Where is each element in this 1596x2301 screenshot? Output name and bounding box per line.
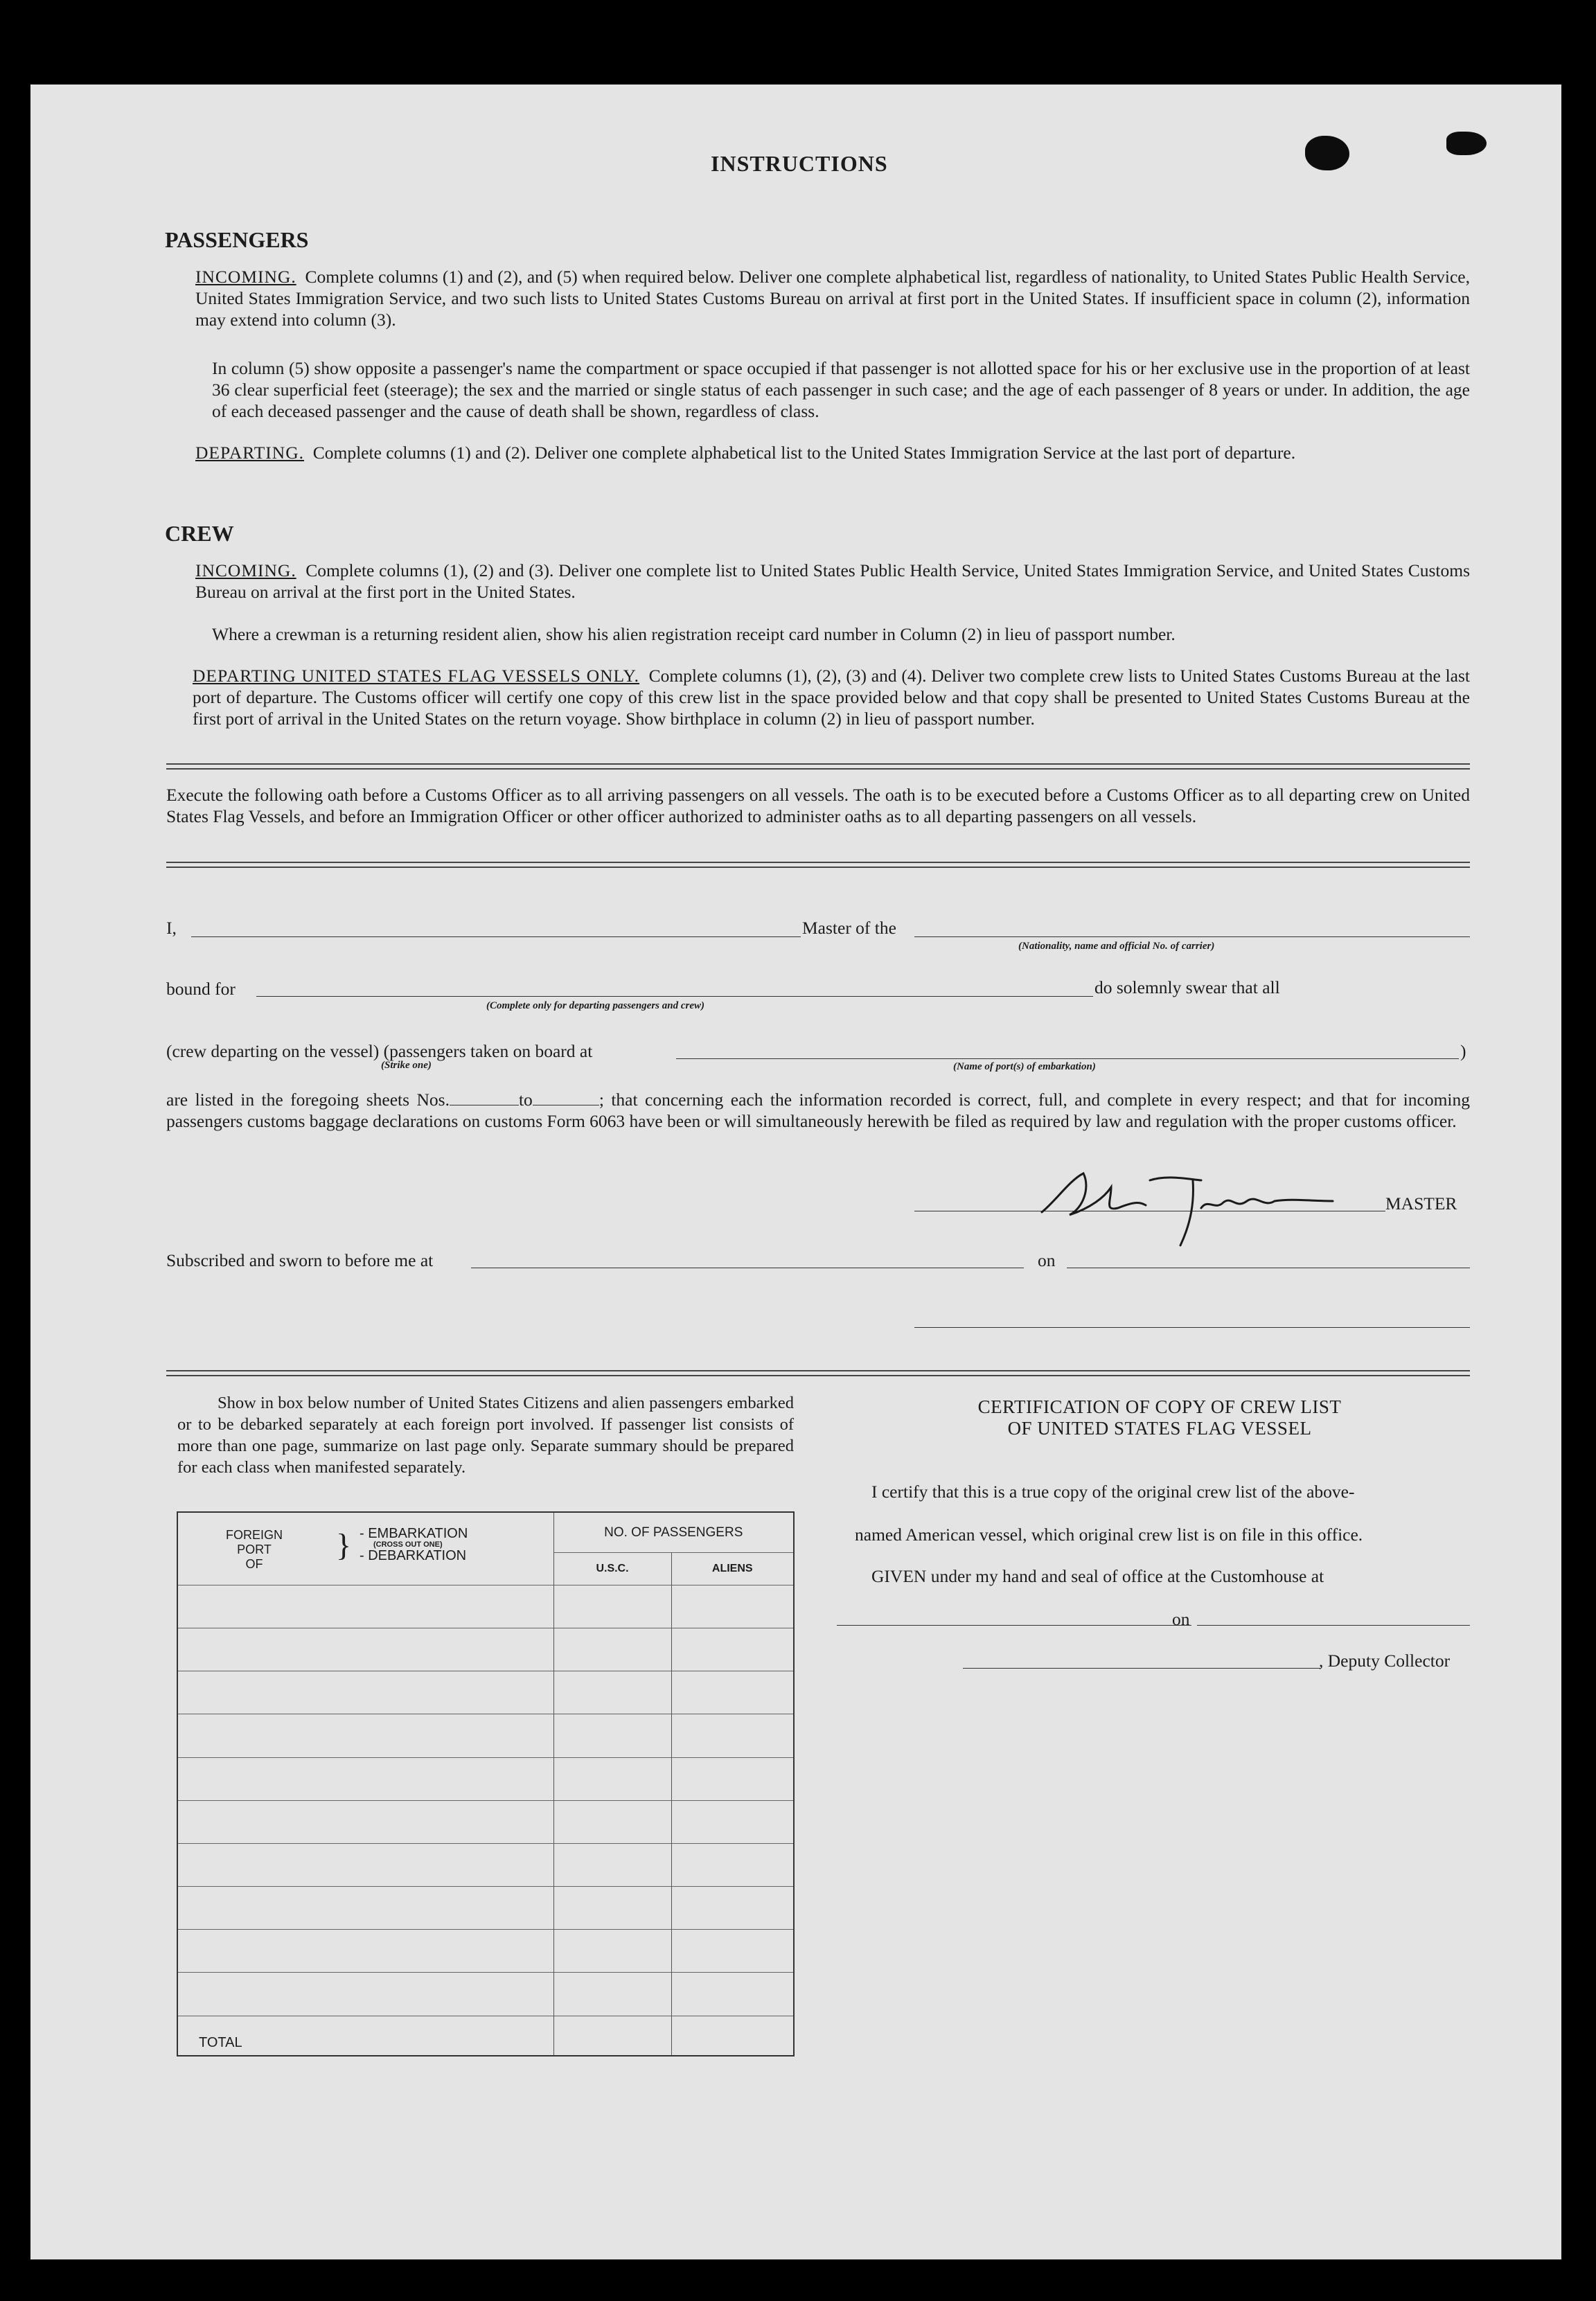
oath-bound-for: bound for — [166, 979, 236, 999]
deputy-collector-signature-field[interactable] — [963, 1668, 1320, 1669]
oath-listed-1: are listed in the foregoing sheets Nos. — [166, 1090, 450, 1110]
table-row — [177, 1585, 794, 1628]
embark-debark-label — [360, 1527, 468, 1563]
bound-caption: (Complete only for departing passengers and crew) — [486, 1000, 704, 1011]
certification-on: on — [1172, 1609, 1190, 1629]
oath-instruction: Execute the following oath before a Customs Officer as to all arriving passengers on all vessels. The oath is to be executed before a Customs Officer as to all departing crew on United States Flag Vessels, and before an Immigration Officer or other officer authorized to administer oaths as to all departing passengers on all vessels. — [166, 785, 1470, 826]
master-name-field[interactable] — [191, 936, 801, 937]
certification-title-1: CERTIFICATION OF COPY OF CREW LIST — [977, 1396, 1342, 1417]
sheet-to-field[interactable] — [533, 1091, 599, 1105]
master-signature — [1028, 1160, 1388, 1250]
table-row — [177, 1757, 794, 1800]
oath-subscribed: Subscribed and sworn to before me at — [166, 1250, 434, 1270]
certification-title — [848, 1396, 1471, 1439]
aliens-cell[interactable] — [671, 1930, 794, 1973]
table-total-row — [177, 2016, 794, 2056]
embarkation-label: - EMBARKATION — [360, 1526, 468, 1541]
passengers-heading: PASSENGERS — [165, 227, 309, 252]
usc-cell[interactable] — [553, 1585, 671, 1628]
aliens-cell[interactable] — [671, 1628, 794, 1671]
aliens-cell[interactable] — [671, 1973, 794, 2016]
certification-title-2: OF UNITED STATES FLAG VESSEL — [1007, 1418, 1312, 1439]
aliens-cell[interactable] — [671, 1585, 794, 1628]
oath-listed — [166, 1089, 1470, 1132]
usc-cell[interactable] — [553, 1843, 671, 1886]
passengers-departing-label: DEPARTING. — [195, 443, 304, 463]
usc-cell[interactable] — [553, 1714, 671, 1757]
foreign-label: FOREIGN — [225, 1528, 283, 1542]
passengers-incoming-text: Complete columns (1) and (2), and (5) when required below. Deliver one complete alphabetical list, regardless of nationality, to United States Public Health Service, United States Immigration Service, and two such lists to United States Customs Bureau on arrival at first port in the United States. If insufficient space in column (2), information may extend into column (3). — [195, 267, 1471, 330]
divider-double-1 — [166, 763, 1470, 770]
ink-blot-right — [1446, 132, 1487, 155]
oath-swear: do solemnly swear that all — [1094, 977, 1280, 997]
table-row — [177, 1628, 794, 1671]
port-cell[interactable] — [177, 1887, 553, 1930]
usc-cell[interactable] — [553, 1628, 671, 1671]
crew-incoming-label: INCOMING. — [195, 560, 296, 580]
certification-text-3: GIVEN under my hand and seal of office at the Customhouse at — [871, 1566, 1324, 1586]
aliens-cell[interactable] — [671, 1800, 794, 1843]
oath-close-paren: ) — [1460, 1041, 1466, 1061]
customhouse-field[interactable] — [837, 1625, 1191, 1626]
debarkation-label: - DEBARKATION — [360, 1548, 467, 1563]
port-cell[interactable] — [177, 1930, 553, 1973]
form-page — [30, 85, 1561, 2259]
divider-double-2 — [166, 862, 1470, 868]
port-cell[interactable] — [177, 1714, 553, 1757]
of-label: OF — [245, 1557, 263, 1571]
ink-blot-left — [1305, 136, 1349, 170]
table-header-row — [177, 1512, 794, 1553]
passengers-incoming — [195, 266, 1470, 330]
aliens-header: ALIENS — [671, 1553, 794, 1585]
passengers-incoming-label: INCOMING. — [195, 267, 296, 287]
certification-date-field[interactable] — [1197, 1625, 1470, 1626]
embarkation-ports-field[interactable] — [676, 1058, 1459, 1059]
port-cell[interactable] — [177, 1628, 553, 1671]
carrier-field[interactable] — [914, 936, 1470, 937]
table-row — [177, 1800, 794, 1843]
bound-for-field[interactable] — [256, 996, 1093, 997]
oath-master-label: MASTER — [1385, 1193, 1457, 1214]
crew-returning: Where a crewman is a returning resident alien, show his alien registration receipt card number in Column (2) in lieu of passport number. — [212, 624, 1176, 644]
table-row — [177, 1887, 794, 1930]
aliens-cell[interactable] — [671, 1757, 794, 1800]
officer-signature-field[interactable] — [914, 1327, 1470, 1328]
certification-text-1: I certify that this is a true copy of the original crew list of the above- — [871, 1482, 1355, 1502]
oath-master-of-the: Master of the — [802, 918, 896, 938]
sheet-from-field[interactable] — [450, 1091, 519, 1105]
aliens-cell[interactable] — [671, 1843, 794, 1886]
carrier-caption: (Nationality, name and official No. of carrier) — [1018, 941, 1215, 952]
total-label: TOTAL — [177, 2016, 553, 2056]
table-blank-rows — [177, 1585, 794, 2016]
port-header-cell — [177, 1512, 553, 1585]
crew-departing — [193, 665, 1470, 729]
table-row — [177, 1843, 794, 1886]
usc-cell[interactable] — [553, 1930, 671, 1973]
port-cell[interactable] — [177, 1757, 553, 1800]
crew-incoming — [195, 560, 1470, 603]
crew-departing-text: Complete columns (1), (2), (3) and (4). Deliver two complete crew lists to United States Customs Bureau at the last port of departure. The Customs officer will certify one copy of this crew list in the space provided below and that copy shall be presented to United States Customs Bureau at the first port of arrival in the United States on the return voyage. Show birthplace in column (2) in lieu of passport number. — [193, 666, 1470, 729]
aliens-cell[interactable] — [671, 1714, 794, 1757]
aliens-cell[interactable] — [671, 1887, 794, 1930]
port-label: PORT — [237, 1543, 272, 1556]
strike-caption: (Strike one) — [381, 1060, 432, 1071]
port-cell[interactable] — [177, 1800, 553, 1843]
oath-on: on — [1038, 1250, 1056, 1270]
table-row — [177, 1714, 794, 1757]
port-cell[interactable] — [177, 1671, 553, 1714]
crew-heading: CREW — [165, 521, 234, 546]
port-cell[interactable] — [177, 1843, 553, 1886]
usc-cell[interactable] — [553, 1973, 671, 2016]
foreign-port-label — [206, 1528, 303, 1572]
usc-cell[interactable] — [553, 1800, 671, 1843]
cross-out-label: (CROSS OUT ONE) — [373, 1540, 443, 1549]
usc-cell[interactable] — [553, 1757, 671, 1800]
usc-cell[interactable] — [553, 1887, 671, 1930]
usc-cell[interactable] — [553, 1671, 671, 1714]
aliens-cell[interactable] — [671, 1671, 794, 1714]
oath-strike-left: (crew departing on the vessel) (passengers taken on board at — [166, 1041, 593, 1061]
oath-listed-to: to — [518, 1090, 533, 1110]
passengers-column5: In column (5) show opposite a passenger's name the compartment or space occupied if that passenger is not allotted space for his or her exclusive use in the proportion of at least 36 clear superficial feet (steerage); the sex and the married or single status of each passenger in such case; and the age of each passenger of 8 years or under. In addition, the age of each deceased passenger and the cause of death shall be shown, regardless of class. — [212, 358, 1470, 421]
crew-departing-label: DEPARTING UNITED STATES FLAG VESSELS ONLY. — [193, 666, 640, 686]
table-row — [177, 1671, 794, 1714]
table-row — [177, 1973, 794, 2016]
oath-listed-2: ; that concerning each the information recorded is correct, full, and complete in every respect; and that for incoming passengers customs baggage declarations on customs Form 6063 have been or will simultaneously herewith be filed as required by law and regulation with the proper customs officer. — [166, 1090, 1470, 1131]
crew-incoming-text: Complete columns (1), (2) and (3). Deliver one complete list to United States Public Health Service, United States Immigration Service, and United States Customs Bureau on arrival at the first port in the United States. — [195, 560, 1471, 602]
summary-note: Show in box below number of United States Citizens and alien passengers embarked or to be debarked separately at each foreign port involved. If passenger list consists of more than one page, summarize on last page only. Separate summary should be prepared for each class when manifested separately. — [177, 1394, 794, 1477]
passengers-departing — [195, 442, 1470, 463]
divider-double-3 — [166, 1370, 1470, 1376]
passenger-summary-table — [177, 1511, 795, 2056]
brace-icon: } — [336, 1527, 352, 1563]
usc-header: U.S.C. — [553, 1553, 671, 1585]
oath-i: I, — [166, 918, 177, 938]
ports-caption: (Name of port(s) of embarkation) — [953, 1061, 1096, 1072]
port-cell[interactable] — [177, 1585, 553, 1628]
certification-deputy: , Deputy Collector — [1319, 1651, 1451, 1671]
total-aliens-cell[interactable] — [671, 2016, 794, 2056]
page-title: INSTRUCTIONS — [711, 151, 888, 176]
table-row — [177, 1930, 794, 1973]
no-passengers-header: NO. OF PASSENGERS — [553, 1512, 794, 1553]
passengers-departing-text: Complete columns (1) and (2). Deliver one complete alphabetical list to the United States Immigration Service at the last port of departure. — [312, 443, 1296, 463]
port-cell[interactable] — [177, 1973, 553, 2016]
certification-text-2: named American vessel, which original crew list is on file in this office. — [855, 1525, 1363, 1545]
total-usc-cell[interactable] — [553, 2016, 671, 2056]
